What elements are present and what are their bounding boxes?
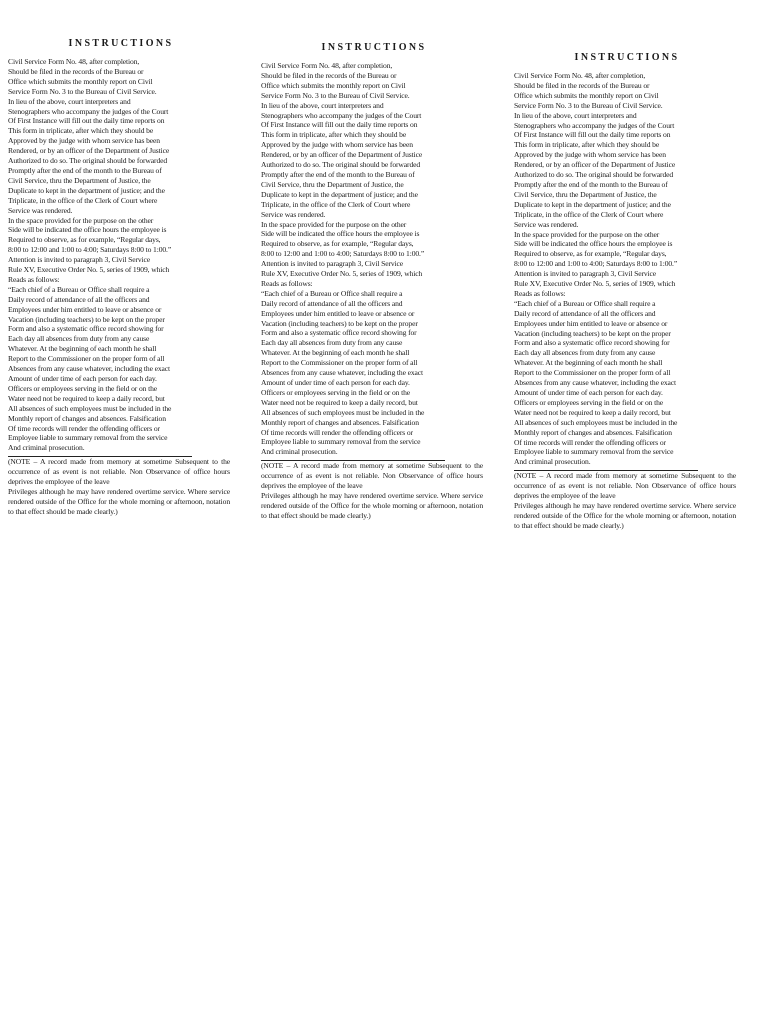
body-line: Side will be indicated the office hours the employee is [514,239,673,249]
body-line: Employee liable to summary removal from the service [261,437,421,447]
body-line: Daily record of attendance of all the officers and [261,298,403,308]
note-paragraph: Privileges although he may have rendered overtime service. Where service rendered outside of the Office for the whole morning or afternoon, notation to that effect should be made clearly.) [261,490,483,520]
body-line: Daily record of attendance of all the officers and [8,294,150,304]
body-line: Duplicate to kept in the department of justice; and the [514,199,671,209]
instructions-panel-2 [261,42,483,521]
body-line: Daily record of attendance of all the officers and [514,308,656,318]
body-line: Water need not be required to keep a daily record, but [8,393,165,403]
body-line: Whatever. At the beginning of each month he shall [514,358,663,368]
body-line: “Each chief of a Bureau or Office shall require a [261,288,403,298]
body-line: Approved by the judge with whom service has been [261,140,413,150]
body-line: All absences of such employees must be included in the [261,407,425,417]
instructions-body [8,57,230,453]
body-line: Rendered, or by an officer of the Department of Justice [8,146,170,156]
body-line: Whatever. At the beginning of each month he shall [8,344,157,354]
body-line: Rule XV, Executive Order No. 5, series of 1909, which [8,265,170,275]
body-line: Civil Service, thru the Department of Justice, the [514,189,657,199]
body-line: Authorized to do so. The original should be forwarded [514,170,674,180]
body-line: Office which submits the monthly report on Civil [261,80,406,90]
body-line: This form in triplicate, after which they should be [261,130,407,140]
body-line: Of time records will render the offending officers or [261,427,413,437]
note-paragraph: Privileges although he may have rendered overtime service. Where service rendered outside of the Office for the whole morning or afternoon, notation to that effect should be made clearly.) [8,486,230,516]
body-line: Of time records will render the offending officers or [514,437,666,447]
body-line: 8:00 to 12:00 and 1:00 to 4:00; Saturdays 8:00 to 1:00.” [8,245,172,255]
body-line: Reads as follows: [261,278,313,288]
body-line: Service Form No. 3 to the Bureau of Civil Service. [261,90,410,100]
body-line: Service Form No. 3 to the Bureau of Civil Service. [514,100,663,110]
body-line: Stenographers who accompany the judges of the Court [261,110,422,120]
body-line: Report to the Commissioner on the proper form of all [261,358,418,368]
body-line: Service was rendered. [8,205,73,215]
body-line: Rule XV, Executive Order No. 5, series of 1909, which [261,269,423,279]
body-line: Approved by the judge with whom service has been [514,150,666,160]
body-line: Civil Service, thru the Department of Justice, the [8,175,151,185]
body-line: Of First Instance will fill out the daily time reports on [8,116,165,126]
body-line: Amount of under time of each person for each day. [261,378,410,387]
body-line: Monthly report of changes and absences. Falsification [8,413,166,423]
body-line: Report to the Commissioner on the proper form of all [8,354,165,364]
body-line: Each day all absences from duty from any cause [8,334,150,344]
body-line: Required to observe, as for example, “Regular days, [261,239,414,249]
body-line: Of time records will render the offending officers or [8,423,160,433]
body-line: Service Form No. 3 to the Bureau of Civil Service. [8,86,157,96]
body-line: Stenographers who accompany the judges of the Court [8,106,169,116]
body-line: Reads as follows: [8,274,60,284]
body-line: Side will be indicated the office hours the employee is [261,229,420,239]
body-line: 8:00 to 12:00 and 1:00 to 4:00; Saturdays 8:00 to 1:00.” [261,249,425,259]
body-line: Duplicate to kept in the department of justice; and the [8,185,165,195]
body-line: Each day all absences from duty from any cause [514,348,656,358]
body-line: Absences from any cause whatever, including the exact [514,378,677,388]
body-line: Of First Instance will fill out the daily time reports on [514,130,671,140]
instructions-heading: INSTRUCTIONS [321,42,427,53]
body-line: “Each chief of a Bureau or Office shall require a [514,298,656,308]
body-line: Amount of under time of each person for each day. [8,374,157,383]
body-line: Side will be indicated the office hours the employee is [8,225,167,235]
body-line: Service was rendered. [261,209,326,219]
body-line: Officers or employees serving in the field or on the [261,387,411,397]
body-line: Civil Service Form No. 48, after completion, [8,57,140,66]
body-line: Officers or employees serving in the field or on the [8,383,158,393]
body-line: All absences of such employees must be included in the [8,403,172,413]
body-line: Civil Service Form No. 48, after completion, [514,71,646,80]
body-line: Absences from any cause whatever, including the exact [261,368,424,378]
body-line: “Each chief of a Bureau or Office shall require a [8,284,150,294]
body-line: And criminal prosecution. [8,443,85,453]
instructions-heading: INSTRUCTIONS [68,38,174,49]
body-line: Triplicate, in the office of the Clerk of Court where [261,199,411,209]
body-line: And criminal prosecution. [261,447,338,457]
body-line: All absences of such employees must be included in the [514,417,678,427]
body-line: Authorized to do so. The original should be forwarded [8,156,168,166]
note-block [514,471,736,530]
body-line: Civil Service Form No. 48, after completion, [261,61,393,70]
instructions-panel-1 [8,38,230,517]
body-line: Vacation (including teachers) to be kept on the proper [261,318,418,328]
body-line: Should be filed in the records of the Bureau or [514,80,650,90]
body-line: Rendered, or by an officer of the Department of Justice [514,160,676,170]
body-line: Promptly after the end of the month to the Bureau of [514,179,668,189]
body-line: Required to observe, as for example, “Regular days, [514,249,667,259]
body-line: In lieu of the above, court interpreters and [8,96,131,106]
body-line: Vacation (including teachers) to be kept on the proper [8,314,165,324]
note-paragraph: (NOTE – A record made from memory at sometime Subsequent to the occurrence of as event is not reliable. Non Observance of office hours deprives the employee of the leave [261,461,483,491]
body-line: Monthly report of changes and absences. Falsification [261,417,419,427]
note-paragraph: (NOTE – A record made from memory at sometime Subsequent to the occurrence of as event is not reliable. Non Observance of office hours deprives the employee of the leave [514,471,736,501]
body-line: Employees under him entitled to leave or absence or [8,304,162,314]
note-paragraph: Privileges although he may have rendered overtime service. Where service rendered outside of the Office for the whole morning or afternoon, notation to that effect should be made clearly.) [514,500,736,530]
body-line: Absences from any cause whatever, including the exact [8,364,171,374]
body-line: Should be filed in the records of the Bureau or [8,66,144,76]
instructions-panel-3 [514,52,736,531]
body-line: Report to the Commissioner on the proper form of all [514,368,671,378]
body-line: Promptly after the end of the month to the Bureau of [261,169,415,179]
body-line: Attention is invited to paragraph 3, Civil Service [514,269,657,279]
body-line: Each day all absences from duty from any cause [261,338,403,348]
instructions-heading: INSTRUCTIONS [574,52,680,63]
body-line: Employee liable to summary removal from the service [514,447,674,457]
body-line: Office which submits the monthly report on Civil [514,90,659,100]
body-line: Officers or employees serving in the field or on the [514,397,664,407]
body-line: Form and also a systematic office record showing for [514,338,670,348]
body-line: In the space provided for the purpose on the other [8,215,154,225]
instructions-body [514,71,736,467]
body-line: Rendered, or by an officer of the Department of Justice [261,150,423,160]
body-line: Vacation (including teachers) to be kept on the proper [514,328,671,338]
body-line: In the space provided for the purpose on the other [261,219,407,229]
body-line: Service was rendered. [514,219,579,229]
body-line: Approved by the judge with whom service has been [8,136,160,146]
body-line: Form and also a systematic office record showing for [261,328,417,338]
note-paragraph: (NOTE – A record made from memory at sometime Subsequent to the occurrence of as event is not reliable. Non Observance of office hours deprives the employee of the leave [8,457,230,487]
body-line: In lieu of the above, court interpreters and [261,100,384,110]
body-line: Water need not be required to keep a daily record, but [514,407,671,417]
body-line: Triplicate, in the office of the Clerk of Court where [514,209,664,219]
body-line: Of First Instance will fill out the daily time reports on [261,120,418,130]
body-line: Duplicate to kept in the department of justice; and the [261,189,418,199]
body-line: Reads as follows: [514,288,566,298]
body-line: Rule XV, Executive Order No. 5, series of 1909, which [514,279,676,289]
body-line: Authorized to do so. The original should be forwarded [261,160,421,170]
note-block [8,457,230,516]
body-line: In lieu of the above, court interpreters and [514,110,637,120]
body-line: Monthly report of changes and absences. Falsification [514,427,672,437]
body-line: Attention is invited to paragraph 3, Civil Service [261,259,404,269]
body-line: 8:00 to 12:00 and 1:00 to 4:00; Saturdays 8:00 to 1:00.” [514,259,678,269]
body-line: Amount of under time of each person for each day. [514,388,663,397]
body-line: Promptly after the end of the month to the Bureau of [8,165,162,175]
body-line: Employee liable to summary removal from the service [8,433,168,443]
body-line: This form in triplicate, after which they should be [8,126,154,136]
body-line: Office which submits the monthly report on Civil [8,76,153,86]
body-line: In the space provided for the purpose on the other [514,229,660,239]
body-line: Whatever. At the beginning of each month he shall [261,348,410,358]
body-line: Should be filed in the records of the Bureau or [261,70,397,80]
body-line: Water need not be required to keep a daily record, but [261,397,418,407]
body-line: Stenographers who accompany the judges of the Court [514,120,675,130]
body-line: Employees under him entitled to leave or absence or [514,318,668,328]
body-line: This form in triplicate, after which they should be [514,140,660,150]
body-line: And criminal prosecution. [514,457,591,467]
body-line: Triplicate, in the office of the Clerk of Court where [8,195,158,205]
body-line: Civil Service, thru the Department of Justice, the [261,179,404,189]
body-line: Required to observe, as for example, “Regular days, [8,235,161,245]
body-line: Employees under him entitled to leave or absence or [261,308,415,318]
instructions-body [261,61,483,457]
note-block [261,461,483,520]
body-line: Form and also a systematic office record showing for [8,324,164,334]
body-line: Attention is invited to paragraph 3, Civil Service [8,255,151,265]
